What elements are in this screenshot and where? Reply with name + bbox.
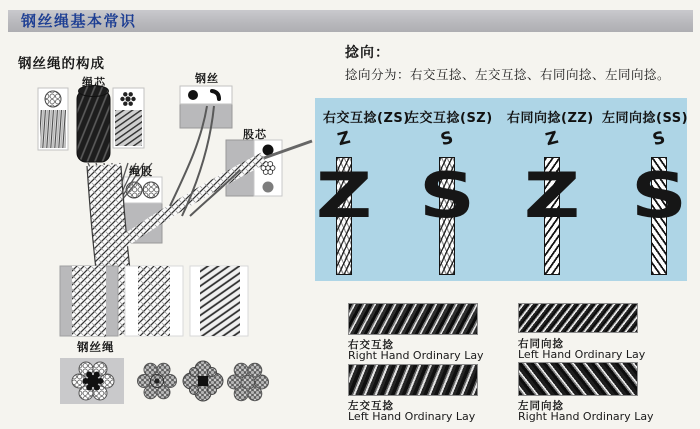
lay-direction-title: 捻向： (345, 45, 390, 61)
lay-type-heading-zs: 右交互捻(ZS) (323, 111, 410, 126)
rope-photo-right-ordinary (348, 303, 478, 335)
composition-title: 钢丝绳的构成 (18, 56, 105, 72)
cross-section-3 (183, 361, 223, 401)
lay-ribbon-icon: S (438, 127, 456, 151)
lay-figure-ss (614, 123, 700, 281)
lay-ribbon-icon: Z (543, 127, 561, 151)
label-strand: 绳股 (129, 165, 153, 178)
lay-types-panel (315, 98, 687, 281)
label-steel-wire: 钢丝 (195, 72, 219, 85)
cross-section-4 (228, 363, 269, 400)
label-wire-rope: 钢丝绳 (77, 340, 115, 354)
lay-figure-zz (507, 123, 597, 281)
rope-photo-left-ordinary (348, 364, 478, 396)
lay-figure-sz (402, 123, 492, 281)
lay-direction-description: 捻向分为：右交互捻、左交互捻、右同向捻、左同向捻。 (345, 67, 671, 82)
rope-photo-right-lang (518, 303, 638, 333)
sample-caption-en: Right Hand Ordinary Lay (348, 349, 484, 362)
lay-type-heading-sz: 左交互捻(SZ) (406, 111, 493, 126)
wire-rope-cross-sections (60, 358, 269, 404)
lay-figure-zs (299, 123, 389, 281)
lay-type-heading-ss: 左同向捻(SS) (602, 111, 689, 126)
lay-ribbon-icon: Z (335, 127, 353, 151)
lay-ribbon-icon: S (650, 127, 668, 151)
lay-arrow-s-icon: S (419, 159, 475, 232)
sample-caption-cn: 左同向捻 (518, 400, 564, 412)
sample-caption-en: Left Hand Ordinary Lay (348, 410, 476, 423)
lay-type-heading-zz: 右同向捻(ZZ) (507, 111, 594, 126)
rope-photo-left-lang (518, 362, 638, 396)
lay-arrow-s-icon: S (631, 159, 687, 232)
sample-caption-en: Left Hand Ordinary Lay (518, 348, 646, 361)
rope-texture-blocks (60, 266, 248, 336)
label-rope-core: 绳芯 (82, 76, 106, 89)
label-strand-core: 股芯 (243, 128, 267, 141)
sample-caption-en: Right Hand Ordinary Lay (518, 410, 654, 423)
sample-caption-cn: 左交互捻 (348, 400, 394, 412)
rope-core-fiber (77, 86, 110, 163)
sample-caption-cn: 右同向捻 (518, 338, 564, 350)
rope-core-panel-right (113, 88, 144, 148)
page-title: 钢丝绳基本常识 (21, 12, 137, 30)
sample-caption-cn: 右交互捻 (348, 339, 394, 351)
lay-arrow-z-icon: Z (523, 159, 581, 232)
lay-arrow-z-icon: Z (315, 159, 373, 232)
cross-section-2 (138, 363, 177, 399)
rope-core-panel-left (38, 88, 68, 150)
